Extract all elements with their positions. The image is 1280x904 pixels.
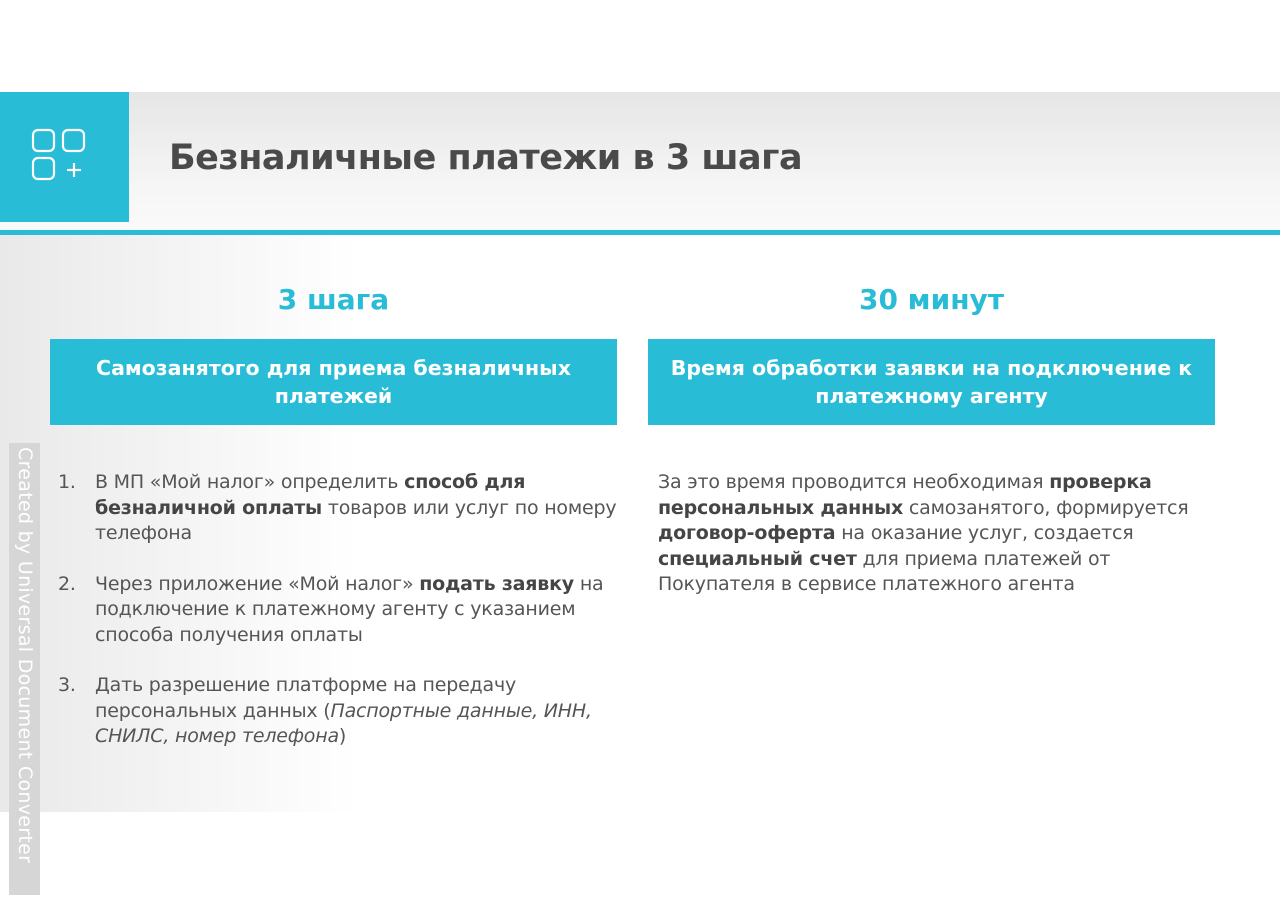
header-divider xyxy=(0,230,1280,235)
description-part: За это время проводится необходимая xyxy=(658,471,1050,493)
step-text-part: В МП «Мой налог» определить xyxy=(95,471,405,493)
description-part: самозанятого, формируется xyxy=(903,496,1189,519)
step-text-part: ) xyxy=(338,725,347,747)
description-bold: специальный счет xyxy=(658,547,857,570)
step-text-part: Дать разрешение платформе на передачу персональных данных ( xyxy=(95,674,517,722)
page-title: Безналичные платежи в 3 шага xyxy=(169,138,803,178)
left-column-banner: Самозанятого для приема безналичных платежей xyxy=(50,339,617,425)
description-part: на оказание услуг, создается xyxy=(835,522,1134,544)
watermark xyxy=(9,443,40,895)
description-bold: проверка персональных данных xyxy=(658,471,1152,519)
right-column-banner: Время обработки заявки на подключение к платежному агенту xyxy=(648,339,1215,425)
description-part: для приема платежей от Покупателя в сервисе платежного агента xyxy=(658,547,1111,595)
step-text-italic: Паспортные данные, ИНН, СНИЛС, номер телефона xyxy=(95,699,592,747)
step-number: 1. xyxy=(58,471,76,493)
step-item xyxy=(58,673,618,750)
left-column-heading: 3 шага xyxy=(277,283,390,316)
right-column-description xyxy=(658,470,1218,598)
step-item xyxy=(58,572,618,649)
step-text-bold: способ для безналичной оплаты xyxy=(95,471,526,519)
apps-add-icon xyxy=(30,127,90,181)
header-icon-box xyxy=(0,92,129,222)
step-text-part: на подключение к платежному агенту с указанием способа получения оплаты xyxy=(95,572,604,646)
right-column-heading: 30 минут xyxy=(858,283,1005,316)
step-text-part: товаров или услуг по номеру телефона xyxy=(95,496,617,544)
step-number: 3. xyxy=(58,674,76,696)
watermark-text: Created by Universal Document Converter xyxy=(14,447,36,864)
steps-list xyxy=(58,470,618,775)
step-text-bold: подать заявку xyxy=(419,572,574,595)
step-item xyxy=(58,470,618,547)
description-bold: договор-оферта xyxy=(658,522,836,544)
step-number: 2. xyxy=(58,572,76,595)
step-text-part: Через приложение «Мой налог» xyxy=(95,572,420,595)
